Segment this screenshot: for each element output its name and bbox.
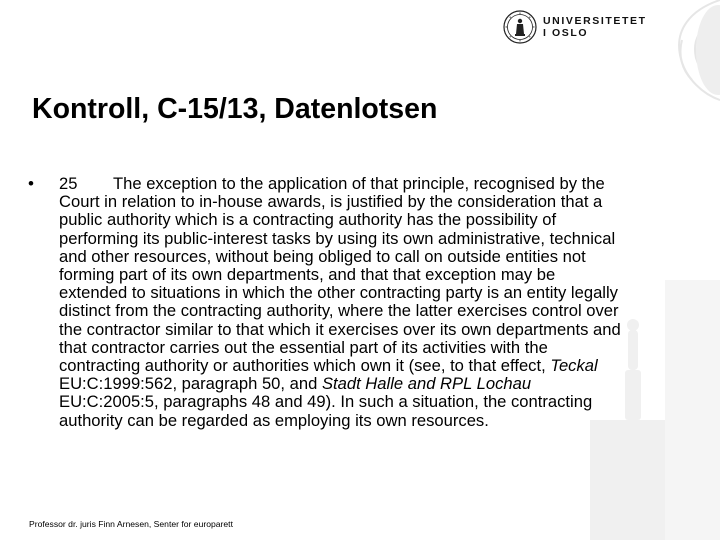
case-name-teckal: Teckal xyxy=(550,356,598,376)
case-citation-teckal: EU:C:1999:562, paragraph 50, and xyxy=(59,374,318,394)
quote-text-part1: The exception to the application of that principle, recognised by the Court in relation to in-house awards, is justified by the consideration that a public authority which is a contracting authority has the possibility of performing its public-interest tasks by using its own administrative, technical and other resources, without being obliged to call on outside entities not forming part of its own departments, and that that exception may be extended to situations in which the other contracting party is an entity legally distinct from the contracting authority, where the latter exercises control over the contractor similar to that which it exercises over its own departments and that contractor carries out the essential part of its activities with the contracting authority or authorities which own it (see, to that effect, xyxy=(59,174,621,376)
slide-title: Kontroll, C-15/13, Datenlotsen xyxy=(32,93,438,125)
case-citation-stadt-halle: EU:C:2005:5, paragraphs 48 and 49). In such a situation, the contracting authority can be regarded as employing its own resources. xyxy=(59,392,593,430)
university-logo xyxy=(503,10,647,44)
bullet-item xyxy=(28,175,628,430)
university-name-line1: UNIVERSITETET xyxy=(543,15,647,27)
bullet-marker: • xyxy=(28,174,34,193)
footer-author: Professor dr. juris Finn Arnesen, Senter for europarett xyxy=(29,519,233,529)
judgment-quote xyxy=(59,175,628,430)
paragraph-number: 25 xyxy=(59,174,78,193)
bullet-list xyxy=(28,175,628,430)
case-name-stadt-halle: Stadt Halle and RPL Lochau xyxy=(321,374,532,394)
university-name-line2: I OSLO xyxy=(543,27,589,39)
university-seal-icon xyxy=(503,10,537,44)
university-name xyxy=(543,15,647,39)
